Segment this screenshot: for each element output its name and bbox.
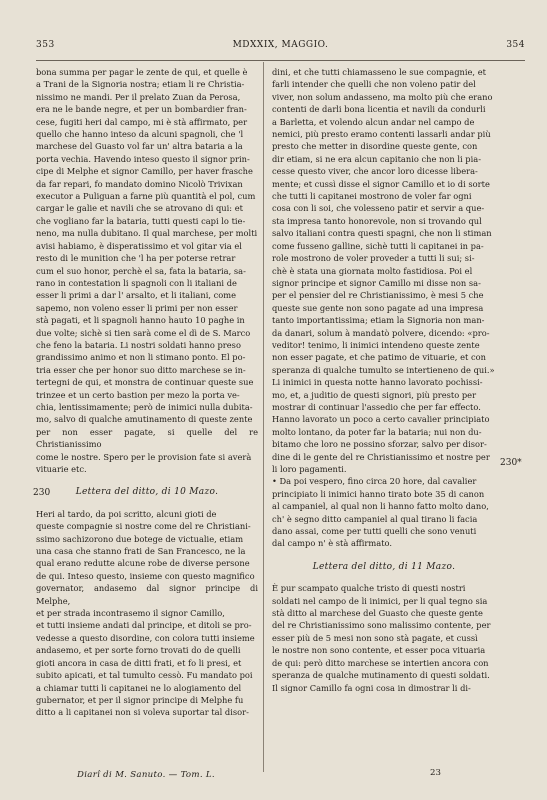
paragraph: Heri al tardo, da poi scritto, alcuni gioti de queste compagnie si nostre come del re Christiani- ssimo sachizorono due botege de victualie, etiam una casa che stanno frati de San Francesco, ne la qual erano redutte alcune robe de diverse persone de qui. Inteso questo, insieme con questo magnifico governator, andasemo dal signor principe di Melphe, et per strada incontrasemo il signor Camillo, et tutti insieme andati dal principe, et ditoli se pro- vedesse a questo disordine, con colora tutti insieme andasemo, et per sorte forno trovati do de quelli gioti ancora in casa de ditti frati, et fo li presi, et subito apicati, et tal tumulto cessò. Fu mandato poi a chiamar tutti li capitanei ne lo alogiamento del gubernator, et per il signor principe di Melphe fu ditto a li capitanei non si voleva suportar tal disor- — [36, 508, 258, 718]
left-column — [36, 66, 258, 719]
paragraph: dini, et che tutti chiamasseno le sue compagnie, et farli intender che quelli che non voleno patir del viver, non solum andasseno, ma molto più che erano contenti de darli bona licentia et navili da condurli a Barletta, et volendo alcun andar nel campo de nemici, più presto eramo contenti lassarli andar più presto che metter in disordine queste gente, con dir etiam, si ne era alcun capitanio che non li pia- cesse questo viver, che ancor loro dicesse libera- mente; et cussì disse el signor Camillo et io di sorte che tutti li capitanei mostrono de voler far ogni cosa con li soi, che volesseno patir et servir a que- sta impresa tanto honorevole, non si trovando qul salvo italiani contra questi spagni, che non li stiman come fusseno galline, sichè tutti li capitanei in pa- role mostrono de voler proveder a tutti li sui; si- chè è stata una giornata molto fastidiosa. Poi el signor principe et signor Camillo mi disse non sa- per el pensier del re Christianissimo, è mesi 5 che queste sue gente non sono pagate ad una impresa tanto importantissima; etiam la Signoria non man- da danari, solum à mandatò polvere, dicendo: «pro- veditor! tenimo, li inimici intendeno queste zente non esser pagate, et che patimo de vituarie, et con speranza di qualche tumulto se intertieneno de qui.» Li inimici in questa notte hanno lavorato pochissi- mo, et, a juditio de questi signori, più presto per mostrar di continuar l'assedio che per far effecto. Hanno lavorato un poco a certo cavalier principiato molto lontano, da poter far la bataria; nui non du- bitamo che loro ne possino sforzar, salvo per disor- dine di le gente del re Christianissimo et nostre per li loro pagamenti. — [272, 67, 495, 474]
column-divider — [263, 62, 264, 772]
paragraph: È pur scampato qualche tristo di questi nostri soldati nel campo de li inimici, per li qual tegno sia stà ditto al marchese del Guasto che queste gente del re Christianissimo sono malissimo contente, per esser più de 5 mesi non sono stà pagate, et cussì le nostre non sono contente, et esser poca vituaria de qui: però ditto marchese se intertien ancora con speranza de qualche mutinamento di questi soldati. Il signor Camillo fa ogni cosa in dimostrar li di- — [272, 583, 491, 693]
letter-heading: Lettera del ditto, di 10 Mazo. — [75, 487, 219, 498]
header-rule — [36, 60, 525, 61]
page-number-left: 353 — [36, 40, 55, 50]
footer-source: Diarî di M. Sanuto. — Tom. L. — [77, 770, 215, 780]
running-header — [36, 40, 525, 56]
page-number-right: 354 — [506, 40, 525, 50]
paragraph: bona summa per pagar le zente de qui, et quelle è a Trani de la Signoria nostra; etiam li re Christia- nissimo ne mandi. Per il prelato Zuan da Perosa, era ne le bande negre, et per un bombardier fran- cese, fugiti heri dal campo, mi è stà affirmato, per quello che hanno inteso da alcuni spagnoli, che 'l marchese del Guasto vol far un' altra bataria a la porta vechia. Havendo inteso questo il signor prin- cipe di Melphe et signor Camillo, per haver frasche da far repari, fo mandato domino Nicolò Trivixan executor a Puliguan a farne più quantità el pol, cum cargar le galie et navili che se atrovano di qui: et che vogliano far la bataria, tutti questi capi lo tie- neno, ma nulla dubitano. Il qual marchese, per molti avisi habiamo, è disperatissimo et vol gitar via el resto di le munition che 'l ha per poterse retrar cum el suo honor, perchè el sa, fata la bataria, sa- rano in contestation li spagnoli con li italiani de esser li primi a dar l' arsalto, et li italiani, come sapemo, non voleno esser li primi per non esser stà pagati, et li spagnoli hanno hauto 10 paghe in due volte; sichè si tien sarà come el dì de S. Marco che feno la bataria. Li nostri soldati hanno preso grandissimo animo et non li stimano ponto. El po- tria esser che per honor suo ditto marchese se in- tertegni de qui, et monstra de continuar queste sue trinzee et un certo bastion per mezo la porta ve- chia, lentissimamente; però de inimici nulla dubita- mo, salvo di qualche amutinamento di queste zente per non esser pagate, si quelle del re Christianissimo come le nostre. Spero per le provision fate si averà vituarie etc. — [36, 67, 258, 474]
right-column — [272, 66, 496, 694]
paragraph: • Da poi vespero, fino circa 20 hore, dal cavalier principiato li inimici hanno tirato bote 35 di canon al campaniel, al qual non li hanno fatto molto dano, ch' è segno ditto campaniel al qual tirano li facia dano assai, come per tutti quelli che sono venuti dal campo n' è stà affirmato. — [272, 476, 489, 549]
margin-column-number-right: 230* — [500, 458, 522, 468]
running-title: MDXXIX, MAGGIO. — [232, 40, 329, 50]
signature-mark: 23 — [430, 768, 441, 778]
margin-column-number-left: 230 — [33, 488, 51, 498]
letter-heading: Lettera del ditto, di 11 Mazo. — [312, 561, 456, 572]
